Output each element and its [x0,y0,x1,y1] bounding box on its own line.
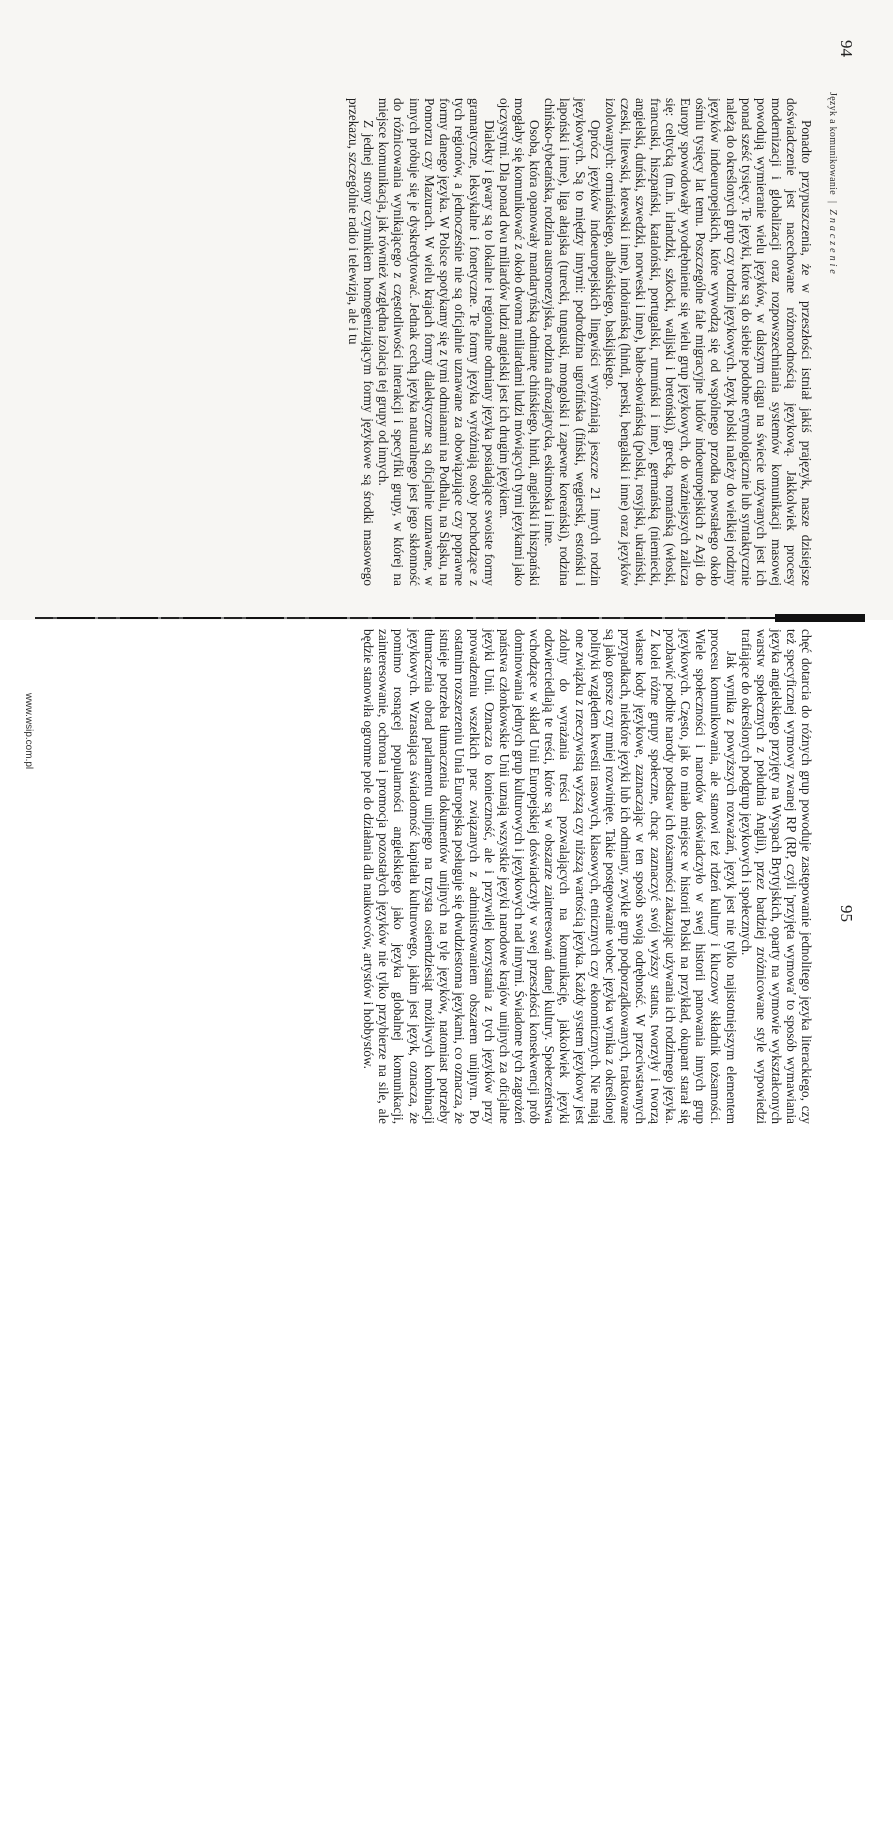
spread-divider [35,612,865,624]
running-head-section: Znaczenie [827,209,838,277]
right-page-text [361,629,814,1124]
page-number: 94 [837,40,856,57]
paragraph: chęć dotarcia do różnych grup powoduje zastępowanie jednolitego języka literackiego, czy też specyficznej wymowy zwanej RP (RP, czyli 'przyjęta wymowa' to sposób wymawiania języka angielskiego przyjęty na Wyspach Brytyjskich, oparty na wymowie wykształconych warstw społecznych z południa Anglii), przez bardziej zróżnicowane style wypowiedzi trafiające do określonych podgrup językowych i społecznych. [738,629,814,1124]
footer-url: www.wsip.com.pl [23,693,34,770]
running-head-separator: | [827,200,838,204]
running-head [827,92,838,277]
page-number: 95 [837,905,856,922]
paragraph: Jak wynika z powyższych rozważań, język jest nie tylko najistotniejszym elementem procesu komunikowania, ale stanowi też rdzeń kultury i kluczowy składnik tożsamości. Wiele społeczności i narodów doświadczyło w swej historii panowania innych grup językowych. Często, jak to miało miejsce w historii Polski na przykład, okupant starał się pozbawić podbite narody podstaw ich tożsamości zakazując używania ich rodzimego języka. Z kolei różne grupy społeczne, chcąc zaznaczyć swój wyższy status, tworzyły i tworzą własne kody językowe, zaznaczając w ten sposób swoją odrębność. W przeciwstawnych przypadkach, niektóre języki lub ich odmiany, zwykle grup podporządkowanych, traktowane są jako gorsze czy mniej rozwinięte. Takie postępowanie wobec języka wynika z określonej polityki względem kwestii rasowych, klasowych, etnicznych czy ekonomicznych. Nie mają one związku z rzeczywistą wyższą czy niższą wartością języka. Każdy system językowy jest zdolny do wyrażania treści pozwalających na komunikację, jakkolwiek języki odzwierciedlają te treści, które są w obszarze zainteresowań danej kultury. Społeczeństwa wchodzące w skład Unii Europejskiej doświadczyły w swej przeszłości konsekwencji prób dominowania jednych grup kulturowych i językowych nad innymi. Świadome tych zagrożeń państwa członkowskie Unii uznają wszystkie języki narodowe krajów unijnych za oficjalne języki Unii. Oznacza to konieczność, ale i przywilej korzystania z tych języków przy prowadzeniu wszelkich prac związanych z administrowaniem obszarem unijnym. Po ostatnim rozszerzeniu Unia Europejska posługuje się dwudziestoma językami, co oznacza, że istnieje potrzeba tłumaczenia dokumentów unijnych na tyle języków, natomiast potrzeby tłumaczenia obrad parlamentu unijnego na trzysta osiemdziesiąt możliwych kombinacji językowych. Wzrastająca świadomość kapitału kulturowego, jakim jest język, oznacza, że pomimo rosnącej popularności angielskiego jako języka globalnej komunikacji, zainteresowanie, ochrona i promocja pozostałych języków nie tylko przybierze na sile, ale będzie stanowiła ogromne pole do działania dla naukowców, artystów i hobbystów. [361,629,739,1124]
paragraph: Osoba, która opanowały mandaryńską odmianę chińskiego, hindi, angielski i hiszpański mogłaby się komunikować z około dwoma miliardami ludzi mówiących tymi językami jako ojczystymi. Dla ponad dwu miliardów ludzi angielski jest ich drugim językiem. [497,98,543,586]
left-page [0,0,893,620]
right-page [0,625,893,1836]
paragraph: Oprócz języków indoeuropejskich lingwiści wyróżniają jeszcze 21 innych rodzin językowych. Są to między innymi: podrodzina ugrofińska (fiński, węgierski, estoński i lapoński i inne), liga ałtajska (turecki, tunguski, mongolski i zapewne koreański), rodzina chińsko-tybetańska, rodzina austronezyjska, rodzina afroazjatycka, eskimoska i inne. [542,98,603,586]
paragraph: Z jednej strony czynnikiem homogenizującym formy językowe są środki masowego przekazu, szczególnie radio i telewizja, ale i tu [346,98,377,586]
paragraph: Ponadto przypuszczenia, że w przeszłości istniał jakiś prajęzyk, nasze dzisiejsze doświadczenie jest nacechowane różnorodnością językową. Jakkolwiek procesy modernizacji i globalizacji oraz rozpowszechniania systemów komunikacji masowej powodują wymieranie wielu języków, w dalszym ciągu na świecie używanych jest ich ponad sześć tysięcy. Te języki, które są do siebie podobne etymologicznie lub syntaktycznie należą do określonych grup czy rodzin językowych. Język polski należy do wielkiej rodziny języków indoeuropejskich, które wywodzą się od wspólnego przodka powstałego około ośmiu tysięcy lat temu. Poszczególne fale migracyjne ludów indoeuropejskich z Azji do Europy spowodowały wyodrębnienie się wielu grup językowych, do ważniejszych zalicza się: celtycką (m.in. irlandzki, szkocki, walijski i bretoński), grecką, romańską (włoski, francuski, hiszpański, kataloński, portugalski, rumuński i inne), germańską (niemiecki, angielski, duński, szwedzki, norweski i inne), bałto-słowiańską (polski, rosyjski, ukraiński, czeski, litewski, łotewski i inne), indoirańską (hindi, perski, bengalski i inne) oraz języków izolowanych: ormiańskiego, albańskiego, baskijskiego. [602,98,814,586]
running-head-title: Język a komunikowanie [827,92,838,195]
left-page-text [346,98,814,586]
paragraph: Dialekty i gwary są to lokalne i regionalne odmiany języka posiadające swoiste formy gramatyczne, leksykalne i fonetyczne. Te formy języka wyróżniają osoby pochodzące z tych regionów, a jednocześnie nie są oficjalnie uznawane za obowiązujące czy poprawne formy danego języka. W Polsce spotykamy się z tymi odmianami na Podhalu, na Śląsku, na Pomorzu czy Mazurach. W wielu krajach formy dialektyczne są oficjalnie uznawane, w innych próbuje się je dyskredytować. Jednak cechą języka naturalnego jest jego skłonność do różnicowania wynikającego z częstotliwości interakcji i specyfiki grupy, w której na miejsce komunikacja, jak również względna izolacja tej grupy od innych. [376,98,498,586]
